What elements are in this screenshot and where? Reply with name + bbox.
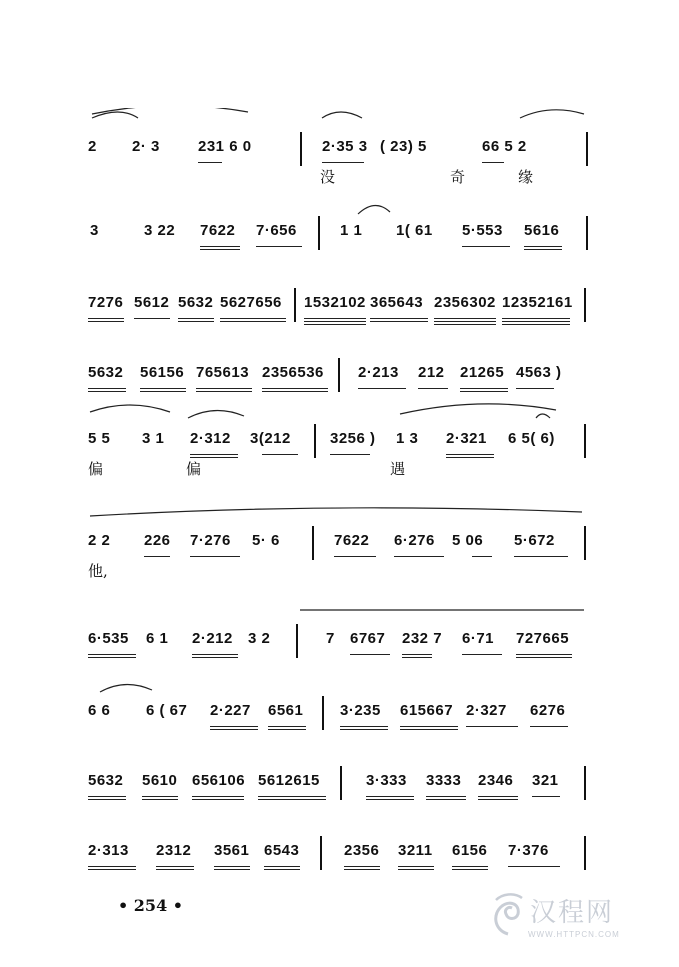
note-group: 3211 (398, 842, 433, 859)
notation-line (0, 216, 679, 246)
watermark-brand: 汉程网 (530, 898, 615, 928)
note-group: 2312 (156, 842, 192, 859)
underline-beat (200, 249, 240, 250)
note-group: 5627656 (220, 294, 282, 311)
note-group: 5612615 (258, 772, 320, 789)
note-group: 2356536 (262, 364, 324, 381)
underline-beat (446, 454, 494, 455)
barline (314, 424, 316, 458)
note-group: 5632 (88, 364, 124, 381)
barline (584, 836, 586, 870)
lyrics-line (0, 458, 679, 480)
underline-beat (220, 321, 286, 322)
underline-beat (418, 388, 448, 389)
notation-line (0, 836, 679, 866)
underline-beat (214, 866, 250, 867)
underline-beat (530, 726, 568, 727)
barline (584, 288, 586, 322)
underline-beat (88, 866, 136, 867)
underline-beat (344, 869, 380, 870)
underline-beat (502, 324, 570, 325)
underline-beat (322, 162, 364, 163)
underline-beat (398, 869, 434, 870)
underline-beat (258, 799, 326, 800)
note-group: 6·276 (394, 532, 435, 549)
note-group: 7622 (200, 222, 236, 239)
note-group: 5·672 (514, 532, 555, 549)
note-group: 3·333 (366, 772, 407, 789)
note-group: 1 1 (340, 222, 363, 239)
underline-beat (88, 799, 126, 800)
underline-beat (366, 796, 414, 797)
note-group: 7 (326, 630, 335, 647)
note-group: 3 2 (248, 630, 271, 647)
note-group: 2 (88, 138, 97, 155)
underline-beat (268, 729, 306, 730)
underline-beat (200, 246, 240, 247)
note-group: 2·212 (192, 630, 233, 647)
underline-beat (434, 321, 496, 322)
underline-beat (134, 318, 170, 319)
note-group: 3 22 (144, 222, 176, 239)
underline-beat (156, 866, 194, 867)
underline-beat (88, 657, 136, 658)
note-group: 5·553 (462, 222, 503, 239)
note-group: 2356 (344, 842, 380, 859)
underline-beat (514, 556, 568, 557)
note-group: 7622 (334, 532, 370, 549)
underline-beat (434, 324, 496, 325)
underline-beat (402, 657, 432, 658)
underline-beat (516, 657, 572, 658)
note-group: 2·213 (358, 364, 399, 381)
underline-beat (344, 866, 380, 867)
note-group: 6156 (452, 842, 488, 859)
underline-beat (472, 556, 492, 557)
barline (586, 216, 588, 250)
underline-beat (264, 869, 300, 870)
underline-beat (426, 799, 466, 800)
barline (322, 696, 324, 730)
note-group: 3 1 (142, 430, 165, 447)
underline-beat (524, 249, 562, 250)
underline-beat (258, 796, 326, 797)
underline-beat (426, 796, 466, 797)
note-group: 7·276 (190, 532, 231, 549)
lyric-char: 缘 (518, 168, 534, 186)
underline-beat (192, 654, 238, 655)
underline-beat (190, 556, 240, 557)
underline-beat (192, 796, 244, 797)
underline-beat (462, 246, 510, 247)
barline (320, 836, 322, 870)
underline-beat (140, 388, 186, 389)
note-group: 5612 (134, 294, 170, 311)
note-group: 21265 (460, 364, 505, 381)
lyrics-line (0, 166, 679, 188)
note-group: 212 (418, 364, 445, 381)
underline-beat (264, 866, 300, 867)
note-group: 2· 3 (132, 138, 160, 155)
underline-beat (350, 654, 390, 655)
note-group: 765613 (196, 364, 250, 381)
note-group: 2 2 (88, 532, 111, 549)
underline-beat (478, 796, 518, 797)
note-group: 6 5( 6) (508, 430, 555, 447)
dragon-swirl-icon (488, 890, 528, 940)
underline-beat (178, 321, 214, 322)
note-group: 656106 (192, 772, 246, 789)
note-group: 3·235 (340, 702, 381, 719)
underline-beat (508, 866, 560, 867)
underline-beat (460, 391, 508, 392)
underline-beat (462, 654, 502, 655)
note-group: 12352161 (502, 294, 573, 311)
note-group: 6276 (530, 702, 566, 719)
barline (584, 424, 586, 458)
notation-line (0, 766, 679, 796)
underline-beat (358, 388, 406, 389)
note-group: 231 6 0 (198, 138, 252, 155)
lyric-char: 没 (320, 168, 336, 186)
underline-beat (210, 729, 258, 730)
watermark-url: WWW.HTTPCN.COM (528, 930, 620, 939)
note-group: 2·227 (210, 702, 251, 719)
note-group: 5616 (524, 222, 560, 239)
note-group: 56156 (140, 364, 185, 381)
barline (296, 624, 298, 658)
underline-beat (402, 654, 432, 655)
note-group: 3333 (426, 772, 462, 789)
underline-beat (88, 321, 124, 322)
note-group: 3561 (214, 842, 250, 859)
note-group: ( 23) 5 (380, 138, 427, 155)
barline (338, 358, 340, 392)
underline-beat (370, 321, 428, 322)
note-group: 5 06 (452, 532, 484, 549)
underline-beat (400, 726, 458, 727)
barline (586, 132, 588, 166)
note-group: 6561 (268, 702, 304, 719)
underline-beat (466, 726, 518, 727)
note-group: 226 (144, 532, 171, 549)
underline-beat (144, 556, 170, 557)
page-number: • 254 • (118, 896, 183, 915)
notation-line (0, 696, 679, 726)
underline-beat (192, 799, 244, 800)
underline-beat (268, 726, 306, 727)
note-group: 6543 (264, 842, 300, 859)
underline-beat (460, 388, 508, 389)
barline (584, 766, 586, 800)
barline (312, 526, 314, 560)
note-group: 6767 (350, 630, 386, 647)
note-group: 7·376 (508, 842, 549, 859)
lyrics-line (0, 560, 679, 582)
underline-beat (340, 729, 388, 730)
notation-line (0, 624, 679, 654)
note-group: 4563 ) (516, 364, 562, 381)
notation-line (0, 358, 679, 388)
underline-beat (482, 162, 504, 163)
note-group: 5632 (178, 294, 214, 311)
lyric-char: 偏 (186, 460, 202, 478)
note-group: 2·313 (88, 842, 129, 859)
note-group: 727665 (516, 630, 570, 647)
note-group: 2·312 (190, 430, 231, 447)
underline-beat (192, 657, 238, 658)
underline-beat (142, 799, 178, 800)
underline-beat (210, 726, 258, 727)
note-group: 615667 (400, 702, 454, 719)
underline-beat (334, 556, 376, 557)
underline-beat (88, 654, 136, 655)
lyric-char: 偏 (88, 460, 104, 478)
note-group: 6 1 (146, 630, 169, 647)
underline-beat (256, 246, 302, 247)
note-group: 3256 ) (330, 430, 376, 447)
underline-beat (198, 162, 222, 163)
lyric-char: 奇 (450, 168, 466, 186)
underline-beat (452, 869, 488, 870)
underline-beat (400, 729, 458, 730)
note-group: 6 ( 67 (146, 702, 188, 719)
underline-beat (142, 796, 178, 797)
note-group: 66 5 2 (482, 138, 527, 155)
underline-beat (262, 454, 298, 455)
underline-beat (88, 388, 126, 389)
underline-beat (304, 324, 366, 325)
note-group: 7276 (88, 294, 124, 311)
note-group: 5632 (88, 772, 124, 789)
underline-beat (330, 454, 370, 455)
underline-beat (88, 318, 124, 319)
note-group: 2356302 (434, 294, 496, 311)
note-group: 2346 (478, 772, 514, 789)
note-group: 365643 (370, 294, 424, 311)
underline-beat (394, 556, 444, 557)
note-group: 6 6 (88, 702, 111, 719)
note-group: 2·321 (446, 430, 487, 447)
note-group: 2·327 (466, 702, 507, 719)
underline-beat (478, 799, 518, 800)
notation-line (0, 132, 679, 162)
notation-line (0, 288, 679, 318)
underline-beat (178, 318, 214, 319)
note-group: 1532102 (304, 294, 366, 311)
note-group: 6·71 (462, 630, 495, 647)
note-group: 1 3 (396, 430, 419, 447)
underline-beat (304, 318, 366, 319)
underline-beat (524, 246, 562, 247)
note-group: 1( 61 (396, 222, 433, 239)
watermark (488, 888, 668, 948)
notation-line (0, 526, 679, 556)
underline-beat (502, 321, 570, 322)
underline-beat (452, 866, 488, 867)
underline-beat (434, 318, 496, 319)
barline (294, 288, 296, 322)
note-group: 3 (90, 222, 99, 239)
underline-beat (366, 799, 414, 800)
underline-beat (516, 388, 554, 389)
underline-beat (262, 391, 328, 392)
underline-beat (370, 318, 428, 319)
note-group: 321 (532, 772, 559, 789)
underline-beat (304, 321, 366, 322)
underline-beat (398, 866, 434, 867)
note-group: 2·35 3 (322, 138, 368, 155)
underline-beat (340, 726, 388, 727)
underline-beat (140, 391, 186, 392)
note-group: 232 7 (402, 630, 443, 647)
underline-beat (190, 454, 238, 455)
barline (300, 132, 302, 166)
underline-beat (214, 869, 250, 870)
barline (584, 526, 586, 560)
underline-beat (196, 391, 252, 392)
notation-line (0, 424, 679, 454)
underline-beat (196, 388, 252, 389)
underline-beat (156, 869, 194, 870)
underline-beat (220, 318, 286, 319)
lyric-char: 他, (88, 562, 108, 580)
note-group: 6·535 (88, 630, 129, 647)
underline-beat (516, 654, 572, 655)
underline-beat (262, 388, 328, 389)
note-group: 5· 6 (252, 532, 280, 549)
note-group: 5 5 (88, 430, 111, 447)
underline-beat (502, 318, 570, 319)
note-group: 3(212 (250, 430, 291, 447)
barline (340, 766, 342, 800)
barline (318, 216, 320, 250)
note-group: 5610 (142, 772, 178, 789)
underline-beat (88, 391, 126, 392)
underline-beat (88, 869, 136, 870)
lyric-char: 遇 (390, 460, 406, 478)
underline-beat (532, 796, 560, 797)
underline-beat (88, 796, 126, 797)
note-group: 7·656 (256, 222, 297, 239)
